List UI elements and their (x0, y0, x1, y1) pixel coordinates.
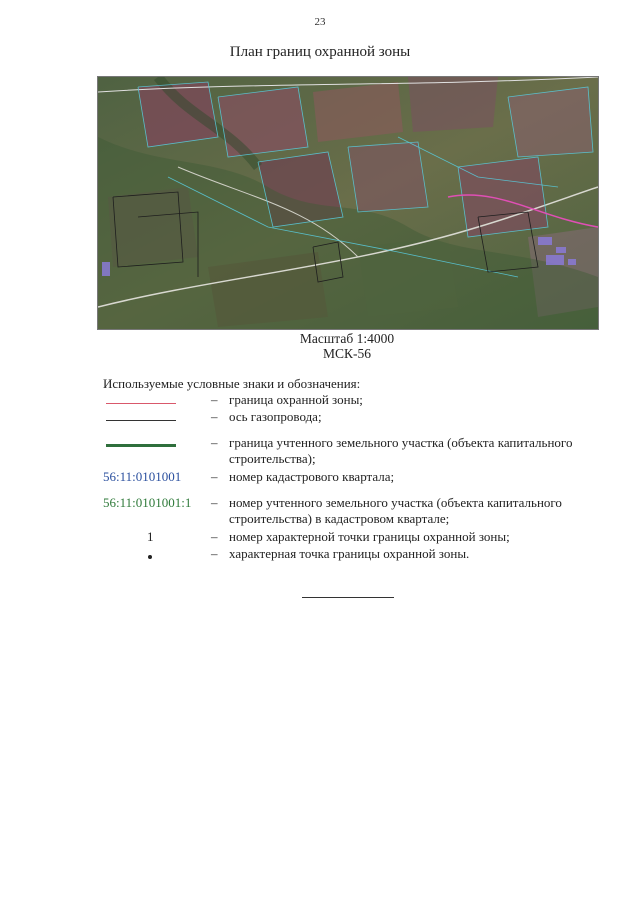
map-scale: Масштаб 1:4000 (299, 331, 395, 346)
legend-row-point-number (103, 529, 603, 546)
legend-dash: – (211, 546, 218, 561)
legend-row-pipeline-axis (103, 409, 603, 435)
map-image (98, 77, 598, 329)
legend-text: характерная точка границы охранной зоны. (229, 546, 470, 561)
legend-text: номер учтенного земельного участка (объекта капитального строительства) в кадастровом квартале; (229, 495, 562, 526)
legend-row-protection-zone (103, 392, 603, 409)
legend-text: номер характерной точки границы охранной зоны; (229, 529, 510, 544)
legend-title: Используемые условные знаки и обозначения: (103, 376, 361, 391)
legend-symbol-quarter-number: 56:11:0101001 (103, 469, 182, 484)
legend-dash: – (211, 529, 218, 544)
page-title: План границ охранной зоны (229, 44, 411, 60)
legend-row-point-marker (103, 546, 603, 563)
legend-dash: – (211, 409, 218, 424)
legend (103, 392, 603, 563)
legend-text: номер кадастрового квартала; (229, 469, 395, 484)
closing-divider (302, 597, 394, 598)
legend-dash: – (211, 435, 218, 450)
point-number-sample: 1 (147, 529, 154, 544)
satellite-map (97, 76, 599, 330)
map-caption (0, 331, 640, 361)
legend-text: граница учтенного земельного участка (объекта капитального строительства); (229, 435, 573, 466)
legend-row-parcel-number (103, 495, 603, 529)
legend-dash: – (211, 392, 218, 407)
legend-text: граница охранной зоны; (229, 392, 363, 407)
legend-symbol-parcel-number: 56:11:0101001:1 (103, 495, 192, 510)
legend-text: ось газопровода; (229, 409, 322, 424)
legend-row-parcel-border (103, 435, 603, 469)
page-number: 23 (314, 16, 326, 28)
map-crs: МСК-56 (322, 346, 371, 361)
legend-row-quarter-number (103, 469, 603, 495)
dot-icon (148, 555, 152, 559)
legend-dash: – (211, 495, 218, 510)
legend-dash: – (211, 469, 218, 484)
